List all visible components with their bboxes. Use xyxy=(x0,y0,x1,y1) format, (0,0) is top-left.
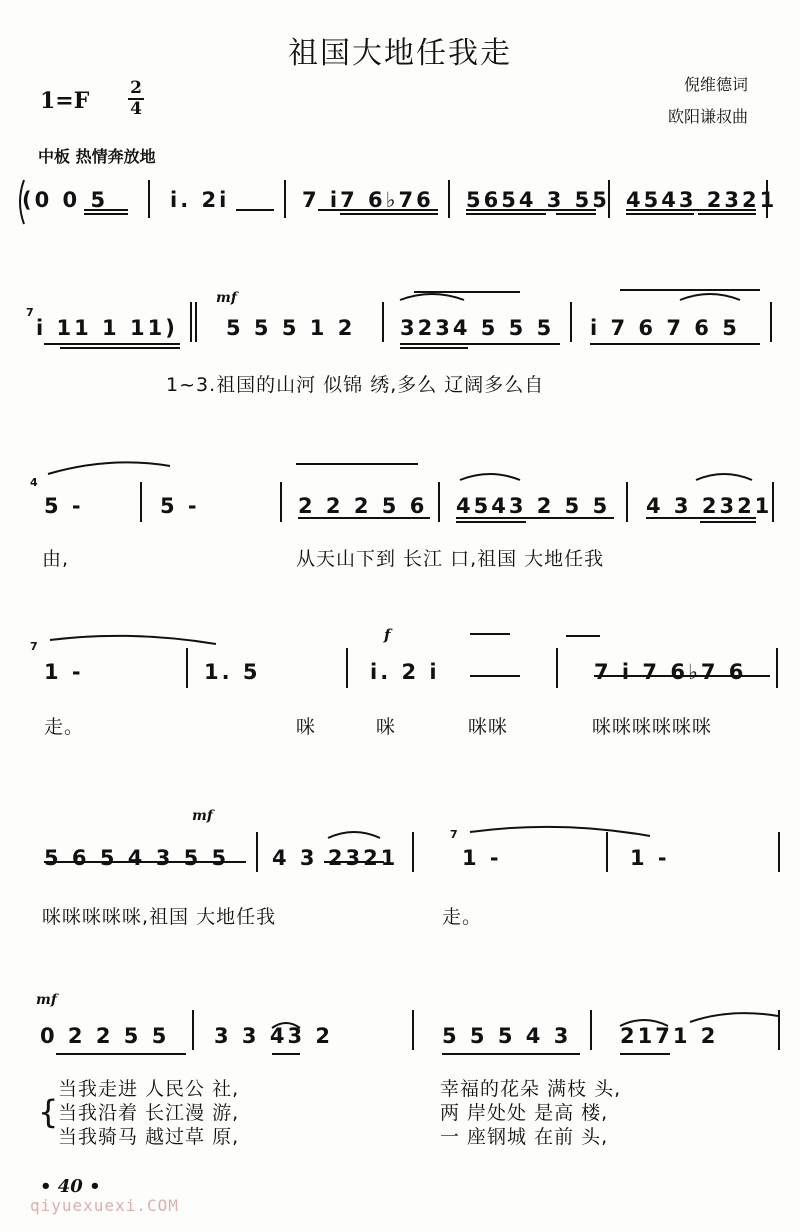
dynamic-marking: mf xyxy=(216,290,237,306)
grace-note: 4 xyxy=(30,476,38,489)
measure: 5 6 5 4 3 5 5 xyxy=(44,846,230,870)
measure: 1. 5 xyxy=(204,660,261,684)
verse-line-1b: 幸福的花朵 满枝 头, xyxy=(440,1078,622,1100)
meter-bottom: 4 xyxy=(130,99,142,119)
measure: 7 i 7 6♭7 6 xyxy=(594,660,747,684)
lyric-line: 走。 xyxy=(442,906,483,928)
composer-credit: 欧阳谦叔曲 xyxy=(667,107,748,126)
measure: 0 2 2 5 5 xyxy=(40,1024,170,1048)
dynamic-marking: mf xyxy=(36,992,57,1008)
measure: i. 2i xyxy=(170,188,230,212)
verse-line-3b: 一 座钢城 在前 头, xyxy=(440,1126,609,1148)
verse-line-2b: 两 岸处处 是高 楼, xyxy=(440,1102,609,1124)
page-number: • 40 • xyxy=(40,1176,101,1197)
measure: i. 2 i xyxy=(370,660,440,684)
measure: 1 - xyxy=(44,660,84,684)
lyric-line: 从天山下到 长江 口,祖国 大地任我 xyxy=(296,548,605,570)
verse-line-2: 当我沿着 长江漫 游, xyxy=(58,1102,240,1124)
verse-brace: { xyxy=(38,1093,60,1131)
lyric-line: 咪咪咪咪咪,祖国 大地任我 xyxy=(42,906,277,928)
grace-note: 7 xyxy=(450,828,458,841)
lyricist-credit: 倪维德词 xyxy=(683,75,748,94)
measure: 5 5 5 4 3 xyxy=(442,1024,572,1048)
song-title: 祖国大地任我走 xyxy=(288,36,512,71)
dynamic-marking: mf xyxy=(192,808,213,824)
dynamic-marking: f xyxy=(384,626,391,644)
measure: 4 3 2321 xyxy=(272,846,399,870)
measure: (0 0 5 xyxy=(22,188,109,212)
measure: 4 3 2321 xyxy=(646,494,773,518)
verse-line-3: 当我骑马 越过草 原, xyxy=(58,1126,240,1148)
measure: 2 2 2 5 6 xyxy=(298,494,428,518)
measure: 2171 2 xyxy=(620,1024,719,1048)
measure: i 11 1 11) xyxy=(36,316,178,340)
lyric-line: 咪咪咪咪咪咪 xyxy=(592,716,713,738)
watermark-text: qiyuexuexi.COM xyxy=(30,1196,179,1215)
measure: 5654 3 55 xyxy=(466,188,610,212)
measure: 4543 2321 xyxy=(626,188,778,212)
measure: i 7 6 7 6 5 xyxy=(590,316,740,340)
lyric-line: 走。 xyxy=(44,716,85,738)
measure: 4543 2 5 5 xyxy=(456,494,611,518)
measure: 1 - xyxy=(462,846,502,870)
lyric-line: 咪 xyxy=(376,716,397,738)
measure: 3234 5 5 5 xyxy=(400,316,555,340)
verse-line-1: 当我走进 人民公 社, xyxy=(58,1078,240,1100)
grace-note: 7 xyxy=(30,640,38,653)
measure: 1 - xyxy=(630,846,670,870)
measure: 5 5 5 1 2 xyxy=(226,316,356,340)
measure: 3 3 43 2 xyxy=(214,1024,333,1048)
measure: 5 - xyxy=(44,494,84,518)
grace-note: 7 xyxy=(26,306,34,319)
lyric-line: 咪 xyxy=(296,716,317,738)
meter-top: 2 xyxy=(130,78,142,98)
lyric-line: 1~3.祖国的山河 似锦 绣,多么 辽阔多么自 xyxy=(166,374,545,396)
key-signature: 1=F xyxy=(40,88,90,114)
tempo-marking: 中板 热情奔放地 xyxy=(38,147,156,166)
measure: 7 i7 6♭76 xyxy=(302,188,434,212)
lyric-line: 咪咪 xyxy=(468,716,509,738)
lyric-line: 由, xyxy=(42,548,70,570)
measure: 5 - xyxy=(160,494,200,518)
